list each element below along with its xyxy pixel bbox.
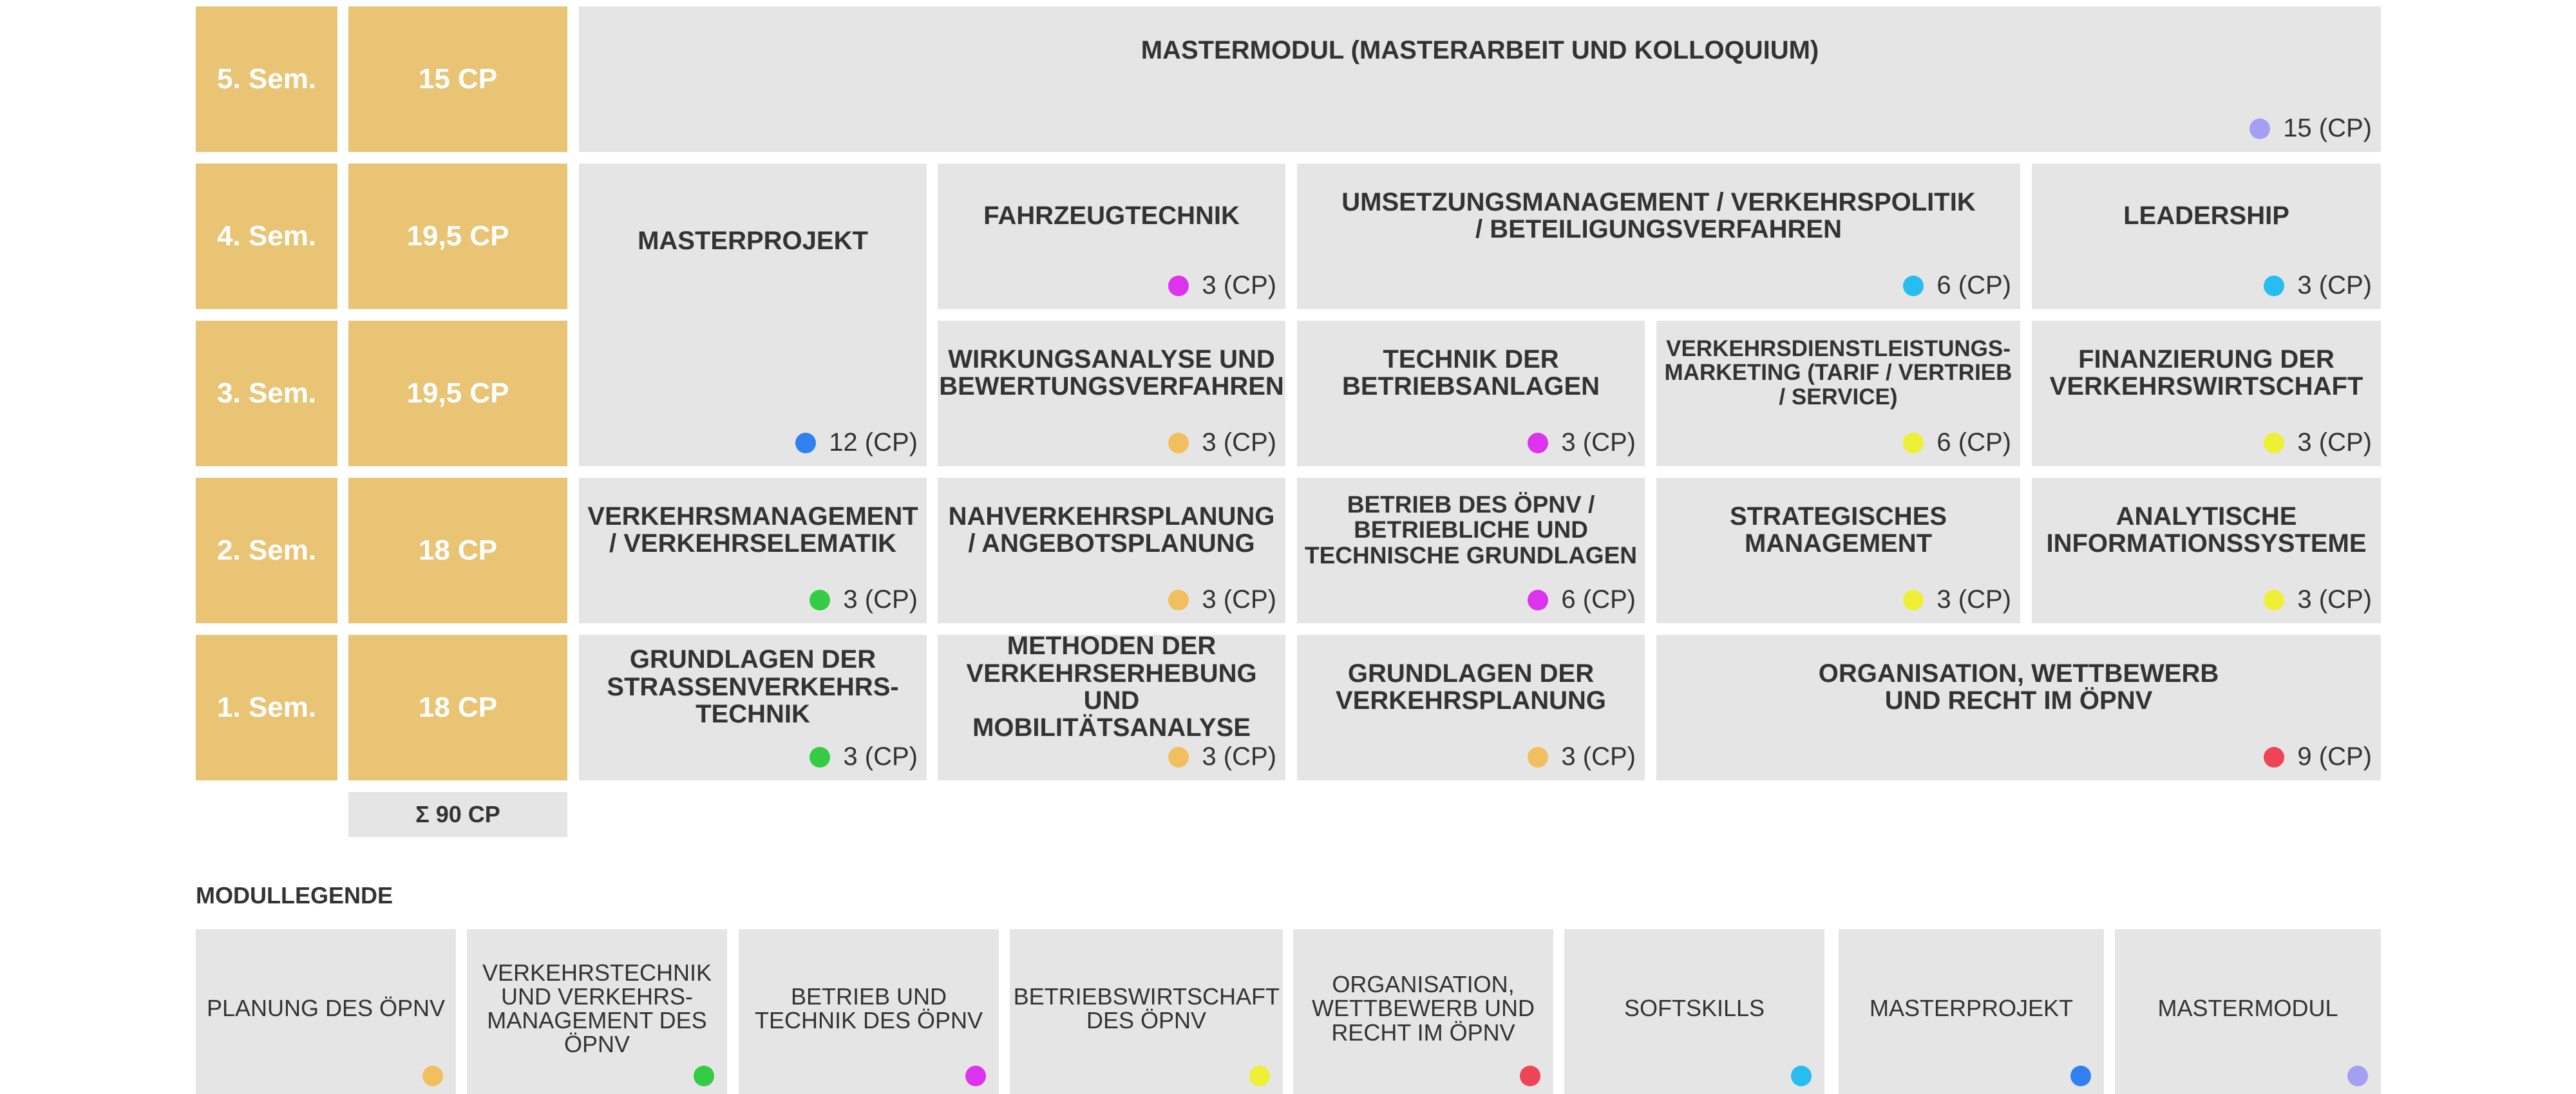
module-cp: 9 (CP) xyxy=(2297,742,2372,771)
legend-dot-icon xyxy=(1791,1066,1812,1086)
module-title: VERKEHRSMANAGEMENT / VERKEHRSELEMATIK xyxy=(587,502,918,558)
module-cp: 6 (CP) xyxy=(1561,585,1636,614)
module-verkehrsmanagement[interactable] xyxy=(579,478,927,623)
category-dot-icon xyxy=(1903,276,1924,296)
legend-label: SOFTSKILLS xyxy=(1624,995,1765,1022)
legend-item-verkehrstechnik xyxy=(467,929,727,1094)
semester-label-1: 1. Sem. xyxy=(196,635,337,780)
module-title: UMSETZUNGSMANAGEMENT / VERKEHRSPOLITIK / BETEILIGUNGSVERFAHREN xyxy=(1341,187,1976,243)
module-nahverkehrsplanung[interactable] xyxy=(938,478,1285,623)
module-umsetzungsmanagement[interactable] xyxy=(1297,164,2020,309)
semester-cp-3: 19,5 CP xyxy=(348,321,567,466)
module-cp: 15 (CP) xyxy=(2283,114,2372,142)
module-title: GRUNDLAGEN DER STRASSENVERKEHRS-TECHNIK xyxy=(607,645,899,729)
module-cp: 12 (CP) xyxy=(829,428,918,457)
module-strategisches-management[interactable] xyxy=(1656,478,2020,623)
module-cp: 3 (CP) xyxy=(843,742,918,771)
semester-label-5: 5. Sem. xyxy=(196,6,337,152)
module-title: TECHNIK DER BETRIEBSANLAGEN xyxy=(1341,344,1600,401)
module-mastermodul[interactable] xyxy=(579,6,2381,152)
module-title: FAHRZEUGTECHNIK xyxy=(983,201,1240,230)
module-cp: 3 (CP) xyxy=(1202,585,1276,614)
module-cp: 3 (CP) xyxy=(1937,585,2011,614)
module-cp: 3 (CP) xyxy=(1202,742,1276,771)
module-title: WIRKUNGSANALYSE UND BEWERTUNGSVERFAHREN xyxy=(939,344,1284,401)
module-technik-betriebsanlagen[interactable] xyxy=(1297,321,1645,466)
semester-cp-5: 15 CP xyxy=(348,6,567,152)
legend-title: MODULLEGENDE xyxy=(196,882,393,909)
legend-item-betrieb xyxy=(739,929,999,1094)
legend-item-softskills xyxy=(1564,929,1824,1094)
module-cp: 3 (CP) xyxy=(1202,428,1276,457)
category-dot-icon xyxy=(810,747,830,768)
category-dot-icon xyxy=(2264,590,2284,610)
module-title: VERKEHRSDIENSTLEISTUNGS-MARKETING (TARIF / VERTRIEB / SERVICE) xyxy=(1664,336,2012,410)
module-title: GRUNDLAGEN DER VERKEHRSPLANUNG xyxy=(1335,659,1607,715)
module-cp: 3 (CP) xyxy=(2297,271,2372,299)
module-title: MASTERMODUL (MASTERARBEIT UND KOLLOQUIUM) xyxy=(1141,35,1819,64)
semester-label-3: 3. Sem. xyxy=(196,321,337,466)
module-cp: 3 (CP) xyxy=(1561,742,1636,771)
module-title: NAHVERKEHRSPLANUNG / ANGEBOTSPLANUNG xyxy=(948,502,1275,558)
semester-cp-4: 19,5 CP xyxy=(348,164,567,309)
legend-label: VERKEHRSTECHNIK UND VERKEHRS-MANAGEMENT DES ÖPNV xyxy=(482,959,712,1058)
module-masterprojekt[interactable] xyxy=(579,164,927,466)
legend-item-organisation xyxy=(1293,929,1553,1094)
semester-label-4: 4. Sem. xyxy=(196,164,337,309)
legend-dot-icon xyxy=(1249,1066,1270,1086)
legend-dot-icon xyxy=(965,1066,986,1086)
legend-label: BETRIEBSWIRTSCHAFT DES ÖPNV xyxy=(1013,983,1280,1033)
module-title: STRATEGISCHES MANAGEMENT xyxy=(1729,502,1947,558)
category-dot-icon xyxy=(795,433,816,453)
module-methoden-verkehrserhebung[interactable] xyxy=(938,632,1285,780)
semester-label-2: 2. Sem. xyxy=(196,478,337,623)
module-cp: 3 (CP) xyxy=(1561,428,1636,457)
category-dot-icon xyxy=(1903,433,1924,453)
category-dot-icon xyxy=(1903,590,1924,610)
module-finanzierung[interactable] xyxy=(2032,321,2381,466)
legend-item-masterprojekt xyxy=(1839,929,2104,1094)
category-dot-icon xyxy=(2249,118,2270,139)
module-cp: 3 (CP) xyxy=(843,585,918,614)
semester-cp-1: 18 CP xyxy=(348,635,567,780)
module-cp: 6 (CP) xyxy=(1937,428,2011,457)
module-wirkungsanalyse[interactable] xyxy=(938,321,1285,466)
module-title: METHODEN DER VERKEHRSERHEBUNG UND MOBILITÄTSANALYSE xyxy=(966,632,1257,742)
category-dot-icon xyxy=(810,590,830,610)
semester-cp-2: 18 CP xyxy=(348,478,567,623)
category-dot-icon xyxy=(1528,433,1548,453)
legend-label: ORGANISATION, WETTBEWERB UND RECHT IM ÖPNV xyxy=(1312,971,1535,1046)
module-title: MASTERPROJEKT xyxy=(638,226,868,255)
module-title: LEADERSHIP xyxy=(2123,201,2289,230)
module-title: BETRIEB DES ÖPNV / BETRIEBLICHE UND TECHNISCHE GRUNDLAGEN xyxy=(1305,491,1637,569)
legend-label: MASTERMODUL xyxy=(2157,995,2338,1022)
module-grundlagen-verkehrsplanung[interactable] xyxy=(1297,635,1645,780)
category-dot-icon xyxy=(1168,276,1189,296)
legend-dot-icon xyxy=(694,1066,714,1086)
category-dot-icon xyxy=(2264,747,2284,768)
module-verkehrsdienstleistungsmarketing[interactable] xyxy=(1656,321,2020,466)
module-cp: 3 (CP) xyxy=(2297,428,2372,457)
module-cp: 6 (CP) xyxy=(1937,271,2011,299)
category-dot-icon xyxy=(1528,590,1548,610)
legend-dot-icon xyxy=(2070,1066,2091,1086)
legend-label: PLANUNG DES ÖPNV xyxy=(206,995,446,1022)
category-dot-icon xyxy=(1528,747,1548,768)
module-cp: 3 (CP) xyxy=(2297,585,2372,614)
module-organisation-wettbewerb-recht[interactable] xyxy=(1656,635,2381,780)
module-fahrzeugtechnik[interactable] xyxy=(938,164,1285,309)
module-title: ORGANISATION, WETTBEWERB UND RECHT IM ÖPNV xyxy=(1818,659,2219,715)
category-dot-icon xyxy=(2264,276,2284,296)
module-title: FINANZIERUNG DER VERKEHRSWIRTSCHAFT xyxy=(2049,344,2363,401)
legend-dot-icon xyxy=(422,1066,443,1086)
category-dot-icon xyxy=(2264,433,2284,453)
legend-label: MASTERPROJEKT xyxy=(1869,995,2074,1022)
module-strassenverkehrstechnik[interactable] xyxy=(579,635,927,780)
legend-item-planung xyxy=(196,929,456,1094)
category-dot-icon xyxy=(1168,433,1189,453)
module-title: ANALYTISCHE INFORMATIONSSYSTEME xyxy=(2046,502,2367,558)
module-leadership[interactable] xyxy=(2032,164,2381,309)
legend-dot-icon xyxy=(2347,1066,2368,1086)
category-dot-icon xyxy=(1168,747,1189,768)
category-dot-icon xyxy=(1168,590,1189,610)
module-analytische-informationssysteme[interactable] xyxy=(2032,478,2381,623)
legend-dot-icon xyxy=(1520,1066,1540,1086)
legend-item-mastermodul xyxy=(2115,929,2381,1094)
legend-item-betriebswirtschaft xyxy=(1010,929,1283,1094)
legend-label: BETRIEB UND TECHNIK DES ÖPNV xyxy=(754,983,983,1033)
module-betrieb-oepnv[interactable] xyxy=(1297,478,1645,623)
module-cp: 3 (CP) xyxy=(1202,271,1276,299)
total-cp: Σ 90 CP xyxy=(348,792,567,837)
